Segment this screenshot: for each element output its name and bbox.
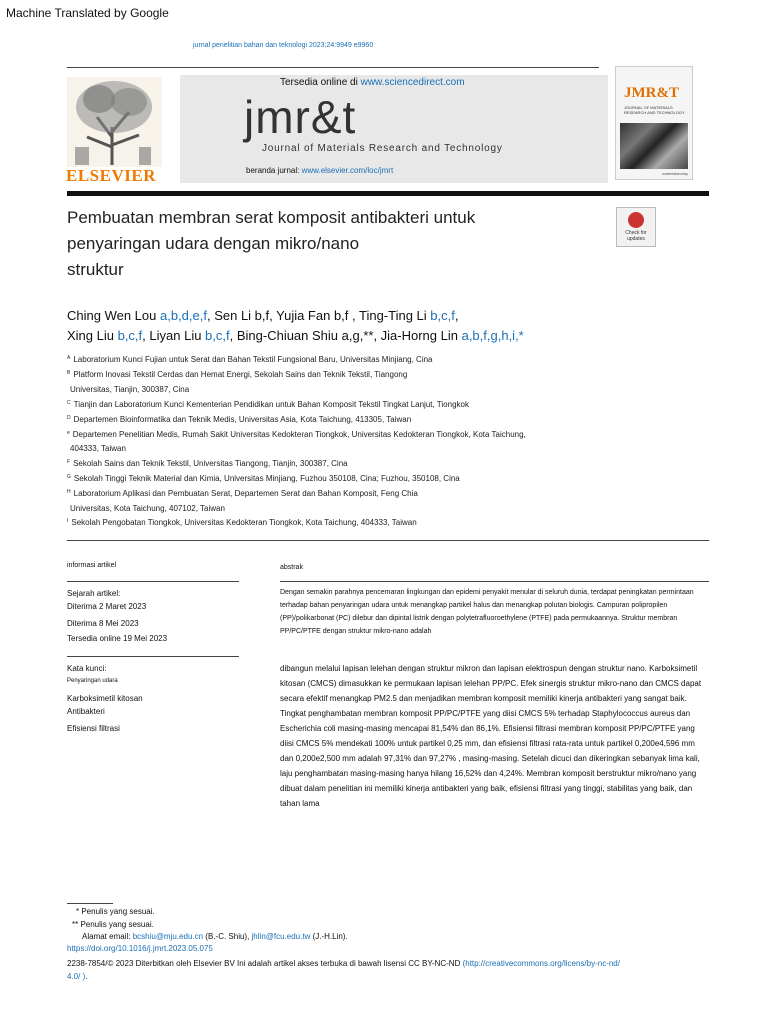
journal-brand: jmr&t [244, 91, 357, 143]
affiliation: Universitas, Tianjin, 300387, Cina [70, 385, 190, 394]
article-info-heading: informasi artikel [67, 562, 117, 569]
badge-text: Check for updates [625, 230, 647, 242]
email-link[interactable]: bcshiu@mju.edu.cn [132, 932, 204, 941]
affiliation: $^G$ Sekolah Tinggi Teknik Material dan Kimia, Universitas Minjiang, Fuzhou 350108, Cina; Fuzhou, 350108, Cina [67, 474, 460, 483]
header-thick-rule [67, 191, 709, 196]
affiliation: 404333, Taiwan [70, 444, 126, 453]
affiliation: $^e$ Departemen Penelitian Medis, Rumah Sakit Universitas Kedokteran Tiongkok, Universitas Kedokteran Tiongkok, Kota Taichung, [67, 430, 526, 439]
homepage-link[interactable]: www.elsevier.com/loc/jmrt [301, 166, 394, 175]
affiliation-sup[interactable]: b,c,f [430, 308, 455, 323]
affiliation: $^D$ Departemen Bioinformatika dan Teknik Medis, Universitas Asia, Kota Taichung, 413305, Taiwan [67, 415, 412, 424]
abstract-rule [280, 581, 709, 582]
title-line: Pembuatan membran serat komposit antibakteri untuk [67, 208, 476, 227]
abstract-heading: abstrak [280, 564, 303, 571]
header-rule [67, 67, 599, 68]
affiliation-sup[interactable]: b,c,f [117, 328, 143, 343]
email-link[interactable]: jhlin@fcu.edu.tw [251, 932, 311, 941]
history-heading: Sejarah artikel: [67, 589, 121, 598]
journal-homepage [246, 166, 393, 175]
online-date: Tersedia online 19 Mei 2023 [67, 634, 168, 643]
keyword: Antibakteri [67, 707, 105, 716]
keyword: Efisiensi filtrasi [67, 724, 120, 733]
doi-link[interactable]: https://doi.org/10.1016/j.jmrt.2023.05.075 [67, 944, 213, 953]
cover-title: JMR&T [624, 85, 679, 101]
footnote-rule [67, 903, 113, 904]
affiliation-sup[interactable]: a,b,d,e,f [160, 308, 207, 323]
keyword: Karboksimetil kitosan [67, 694, 143, 703]
cover-foot: materialstoday [661, 171, 688, 176]
email-line: Alamat email: bcshiu@mju.edu.cn (B.-C. Shiu), jhlin@fcu.edu.tw (J.-H.Lin). [82, 932, 348, 941]
affiliation: $^F$ Sekolah Sains dan Teknik Tekstil, Universitas Tiangong, Tianjin, 300387, Cina [67, 459, 348, 468]
journal-full-name: Journal of Materials Research and Technology [262, 143, 503, 154]
affiliation: $^I$ Sekolah Pengobatan Tiongkok, Universitas Kedokteran Tiongkok, Kota Taichung, 404333, Taiwan [67, 518, 417, 527]
check-for-updates-badge[interactable] [616, 207, 656, 247]
corresponding-author-2: ** Penulis yang sesuai. [72, 920, 154, 929]
license-link[interactable]: (http://creativecommons.org/licens/by-nc-nd/ [462, 959, 620, 968]
affiliation: $^B$ Platform Inovasi Tekstil Cerdas dan Hemat Energi, Sekolah Sains dan Teknik Tekstil, Tiangong [67, 370, 408, 379]
author-list [67, 306, 707, 346]
license-link-cont[interactable]: 4.0/ ) [67, 972, 86, 981]
journal-cover [615, 66, 693, 180]
keyword: Penyaringan udara [67, 678, 118, 684]
keywords-heading: Kata kunci: [67, 664, 107, 673]
elsevier-tree-icon [67, 77, 162, 167]
publisher-logo: ELSEVIER [66, 166, 156, 185]
accepted-date: Diterima 8 Mei 2023 [67, 619, 139, 628]
affiliation-sup[interactable]: b,c,f [205, 328, 230, 343]
machine-translation-note: Machine Translated by Google [6, 6, 169, 20]
affiliation: $^A$ Laboratorium Kunci Fujian untuk Serat dan Bahan Tekstil Fungsional Baru, Universitas Minjiang, Cina [67, 355, 433, 364]
title-line: penyaringan udara dengan mikro/nano [67, 234, 360, 253]
author-line-2: Xing Liu b,c,f, Liyan Liu b,c,f, Bing-Chiuan Shiu a,g,**, Jia-Horng Lin a,b,f,g,h,i,* [67, 328, 524, 343]
journal-reference[interactable]: jurnal penelitian bahan dan teknologi 2023;24:9949 e9960 [193, 42, 374, 49]
availability-prefix: Tersedia online di [280, 77, 361, 88]
info-rule [67, 656, 239, 657]
cover-subtitle: JOURNAL OF MATERIALS RESEARCH AND TECHNOLOGY [624, 105, 685, 115]
received-date: Diterima 2 Maret 2023 [67, 602, 147, 611]
sciencedirect-link[interactable]: www.sciencedirect.com [360, 77, 465, 88]
article-title [67, 205, 547, 283]
affiliation: Universitas, Kota Taichung, 407102, Taiwan [70, 504, 225, 513]
corresponding-author-1: * Penulis yang sesuai. [76, 907, 155, 916]
title-line: struktur [67, 260, 124, 279]
homepage-prefix: beranda jurnal: [246, 166, 302, 175]
availability-line [280, 77, 465, 88]
affiliation: $^C$ Tianjin dan Laboratorium Kunci Kementerian Pendidikan untuk Bahan Komposit Tekstil Tingkat Lanjut, Tiongkok [67, 400, 469, 409]
abstract-part-2: dibangun melalui lapisan lelehan dengan struktur mikron dan lapisan elektrospun dengan struktur nano. Karboksimetil kitosan (CMCS) dimasukkan ke permukaan lapisan lelehan PP/PC. Efek sinergis struktur mikro-nano dan CMCS dapat secara efektif menangkap PM2.5 dan menjadikan membran komposit memiliki kinerja antibakteri yang sangat baik. Tingkat penghambatan membran komposit PP/PC/PTFE yang diisi CMCS 5% terhadap Staphylococcus aureus dan Escherichia coli masing-masing mencapai 81,54% dan 86,1%. Efisiensi filtrasi membran komposit PP/PC/PTFE yang diisi CMCS 5% mendekati 100% untuk partikel 0,25 mm, dan efisiensi filtrasi rata-rata untuk partikel 0,200e4,596 mm dan 0,200e2,500 mm adalah 97,31% dan 97,27% , masing-masing. Setelah dicuci dan dikeringkan sebanyak lima kali, laju penghambatan masing-masing hanya hilang 16,52% dan 4,24%. Membran komposit berstruktur mikro/nano yang dibuat dalam penelitian ini memiliki kinerja antibakteri yang baik, efisiensi filtrasi yang tinggi, stabilitas yang baik, dan tahan lama [280, 664, 702, 808]
author-line-1: Ching Wen Lou a,b,d,e,f, Sen Li b,f, Yujia Fan b,f , Ting-Ting Li b,c,f, [67, 308, 459, 323]
cover-image [620, 123, 688, 169]
info-rule [67, 581, 239, 582]
abstract-part-1: Dengan semakin parahnya pencemaran lingkungan dan epidemi penyakit menular di seluruh dunia, terdapat peningkatan permintaan terhadap bahan penyaringan udara untuk menangkap partikel halus dan menangkap polutan biologis. Campuran polipropilen (PP)/polikarbonat (PC) dilebur dan dipintal listrik dengan polytetrafluoroethylene (PTFE) pada permukaannya. Struktur membran PP/PC/PTFE dengan struktur mikro-nano adalah [280, 589, 694, 635]
section-rule [67, 540, 709, 541]
affiliation-sup[interactable]: a,b,f,g,h,i,* [461, 328, 524, 343]
license-line: 2238-7854/© 2023 Diterbitkan oleh Elsevier BV Ini adalah artikel akses terbuka di bawah lisensi CC BY-NC-ND (http://creativecommons.org/licens/by-nc-nd/ 4.0/ ). [67, 959, 620, 981]
update-icon [628, 212, 644, 228]
affiliation: $^H$ Laboratorium Aplikasi dan Pembuatan Serat, Departemen Serat dan Bahan Komposit, Feng Chia [67, 489, 418, 498]
